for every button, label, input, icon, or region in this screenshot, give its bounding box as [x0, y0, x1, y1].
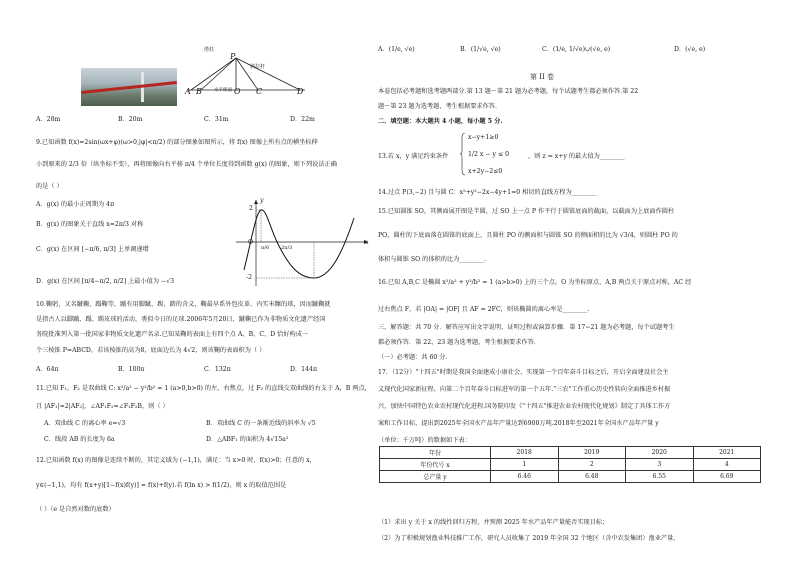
- table-cell: 3: [626, 459, 694, 471]
- q12-option-a: A．(1/e, √e): [378, 46, 415, 53]
- table-cell: 2020: [626, 447, 694, 459]
- point-b: B: [196, 87, 202, 96]
- table-cell: 总产量 y: [380, 471, 491, 483]
- table-row: [380, 447, 761, 459]
- graph-tick-1: π/6: [261, 245, 270, 251]
- table-cell: 6.69: [693, 471, 761, 483]
- q12-option-b: B．(1/√e, √e): [460, 46, 501, 53]
- q15-line1: 15.已知圆锥 SO，其侧面展开图是半圆，过 SO 上一点 P 作平行于圆锥底面的截面，以截面为上底面作圆柱: [378, 208, 675, 215]
- required-heading: （一）必考题：共 60 分．: [378, 354, 452, 361]
- q10-option-a: A．64π: [36, 366, 59, 373]
- q9-option-b: B．g(x) 的图象关于直线 x=2π/3 对称: [36, 221, 144, 228]
- q12-line2: y∈(−1,1)，均有 f(x+y)[1−f(x)f(y)] = f(x)+f(y).若 f(ln x) > f(1/2)，则 x 的取值范围是: [36, 482, 287, 489]
- q10-line4: 个三棱锥 P=ABCD，若该棱锥的高为8，底面边长为 4√2，则该鞠的表面积为（ ）: [36, 347, 266, 354]
- q15-line3: 体积与圆锥 SO 的体积的比为________.: [378, 256, 487, 263]
- q12-option-c: C．(1/e, 1/√e)∪(√e, e): [542, 46, 611, 53]
- bridge-deck: [81, 81, 177, 94]
- q10-option-c: C．132π: [204, 366, 231, 373]
- bridge-photo: [81, 68, 177, 106]
- table-cell: 年份: [380, 447, 491, 459]
- q12-line1: 12.已知函数 f(x) 的图像是连续不断的，其定义域为 (−1,1)，满足：当 x>0 时，f(x)>0；任意的 x，: [36, 457, 316, 464]
- q13-constraint-1: x−y+1≥0: [468, 134, 499, 141]
- table-cell: 2018: [491, 447, 559, 459]
- table-cell: 4: [693, 459, 761, 471]
- q9-option-c: C．g(x) 在区间 [−π/6, π/3] 上单调递增: [36, 246, 149, 253]
- table-cell: 2021: [693, 447, 761, 459]
- q11-option-a: A．双曲线 C 的离心率 e=√3: [44, 420, 126, 427]
- q10-line2: 是指古人以脚蹴、蹋、踢皮球的活动，类似今日的足球.2006年5月20日，蹴鞠已作为非物质文化遗产经国: [36, 316, 326, 323]
- q15-line2: PO，圆柱的下底面落在圆锥的底面上，且圆柱 PO 的侧面积与圆锥 SO 的侧面积的比为 √3/4，则圆柱 PO 的: [378, 232, 678, 239]
- part-title: 第 II 卷: [530, 73, 554, 81]
- q10-option-d: D．144π: [290, 366, 318, 373]
- q17-sub2: （2）为了积极规划渔业科技推广工作，研究人员收集了 2019 年全国 32 个地区（含中农发集团）渔业产量、: [378, 535, 680, 542]
- q16-line1: 16.已知 A,B,C 是椭圆 x²/a² + y²/b² = 1 (a>b>0) 上的三个点，O 为坐标原点，A,B 两点关于原点对称，AC 经: [378, 279, 692, 286]
- table-cell: 2019: [558, 447, 626, 459]
- graph-tick-2: 2π/3: [281, 245, 293, 251]
- q10-line3: 务院批准列入第一批国家非物质文化遗产名录.已知某鞠的表面上有四个点 A、B、C、D 恰好构成一: [36, 331, 309, 338]
- q9-line1: 9.已知函数 f(x)=2sin(ωx+φ)(ω>0,|φ|<π/2) 的部分图象如图所示，将 f(x) 图像上所有点的横坐标伸: [36, 139, 318, 146]
- bridge-diagram: [183, 46, 313, 96]
- section-answer-line1: 三、解答题：共 70 分．解答应写出文字说明、证明过程或演算步骤．第 17~21 题为必考题，每个试题考生: [378, 324, 675, 331]
- graph-ymin: -2: [246, 274, 253, 281]
- section-fill-in: 二、填空题：本大题共 4 小题，每小题 5 分.: [378, 118, 503, 125]
- q13-lead: 13.若 x，y 满足约束条件: [378, 153, 449, 160]
- q13-brace: [460, 132, 466, 176]
- q11-option-b: B．双曲线 C 的一条渐近线的斜率为 √5: [206, 420, 316, 427]
- q13-tail: ，则 z = x+y 的最大值为________: [528, 153, 625, 160]
- q12-option-d: D．(√e, e): [674, 46, 706, 53]
- q17-line2: 义现代化国家新征程、向第二个百年奋斗目标进军的第一个五年."三农"工作重心历史性转向全面推进乡村振: [378, 386, 671, 393]
- table-row: [380, 459, 761, 471]
- q12-line3: （ ）（e 是自然对数的底数）: [36, 506, 115, 513]
- deck-label: 水平桥面: [214, 88, 232, 93]
- data-table: [379, 446, 761, 483]
- q8-option-a: A．28m: [36, 116, 61, 123]
- table-cell: 年份代号 x: [380, 459, 491, 471]
- tower-label: 塔柱: [204, 47, 215, 53]
- point-a: A: [185, 87, 191, 96]
- graph-x-label: x: [365, 239, 369, 246]
- q17-line1: 17．（12分）"十四五"时期是我国全面建成小康社会、实现第一个百年奋斗目标之后，开启全面建设社会主: [378, 369, 669, 376]
- q14: 14.过点 P(3,−2) 且与圆 C：x²+y²−2x−4y+1=0 相切的直线方程为________: [378, 189, 597, 196]
- q8-option-d: D．22m: [290, 116, 315, 123]
- point-c: C: [256, 87, 263, 96]
- point-d: D: [297, 87, 304, 96]
- table-row: [380, 471, 761, 483]
- q8-option-b: B．20m: [118, 116, 143, 123]
- intro-line2: 题～第 23 题为选考题，考生根据要求作答.: [378, 103, 497, 110]
- table-cell: 1: [491, 459, 559, 471]
- graph-ymax: 2: [249, 205, 253, 212]
- q9-option-a: A．g(x) 的最小正周期为 4π: [36, 201, 115, 208]
- table-cell: 6.55: [626, 471, 694, 483]
- q9-line2: 小到原来的 2/3 倍（纵坐标不变），再将图像向右平移 π/4 个单位长度得到函数 g(x) 的图象，则下列说法正确: [36, 161, 337, 168]
- graph-y-label: y: [260, 197, 264, 204]
- q11-line2: 且 |AF₁|=2|AF₂|，∠AF₁F₂=∠F₁F₂B，则（ ）: [36, 403, 169, 410]
- q11-option-c: C．线段 AB 的长度为 6a: [44, 436, 115, 443]
- table-cell: 2: [558, 459, 626, 471]
- q8-option-c: C．31m: [204, 116, 229, 123]
- q9-line3: 的是（ ）: [36, 183, 63, 190]
- q17-line5: （单位：千万吨）的数据如下表：: [378, 437, 471, 444]
- q16-line2: 过右焦点 F，若 |OA| = |OF| 且 AF = 2FC，则该椭圆的离心率是________.: [378, 306, 590, 313]
- graph-origin: O: [248, 239, 254, 246]
- q17-sub1: （1）求出 y 关于 x 的线性回归方程，并预测 2025 年水产品年产量能否实现目标；: [378, 519, 609, 526]
- table-cell: 6.48: [558, 471, 626, 483]
- q9-option-d: D．g(x) 在区间 [π/4−π/2, π/2] 上最小值为 −√3: [36, 278, 175, 285]
- q10-line1: 10.鞠躬，又名蹴鞠、蹋鞠等，蹴有用脚蹴、踢、踏的含义，鞠最早系外包皮革、内实米糠的球，因而蹴鞠就: [36, 301, 331, 308]
- q13-constraint-2: 1/2 x − y ≤ 0: [468, 151, 510, 158]
- section-answer-line2: 都必须作答．第 22、23 题为选考题，考生根据要求作答．: [378, 339, 540, 346]
- q17-line4: 案和工作目标，提出到2025年全国水产品年产量达到6900万吨.2018年至2021年全国水产品年产量 y: [378, 420, 659, 427]
- q17-line3: 兴，加快中国特色农业农村现代化进程.国务院印发《"十四五"推进农业农村现代化规划》制定了具体工作方: [378, 403, 671, 410]
- q10-option-b: B．100π: [118, 366, 145, 373]
- q11-line1: 11.已知 F₁，F₂ 是双曲线 C: x²/a² − y²/b² = 1 (a>0,b>0) 的左、右焦点，过 F₂ 的直线交双曲线的右支于 A，B 两点，: [36, 385, 371, 392]
- intro-line1: 本卷包括必考题和选考题两部分.第 13 题～第 21 题为必考题，每个试题考生都必须作答.第 22: [378, 88, 639, 95]
- q13-constraint-3: x+2y−2≤0: [468, 168, 503, 175]
- point-p: P: [230, 52, 236, 61]
- table-cell: 6.46: [491, 471, 559, 483]
- q11-option-d: D．△ABF₁ 的面积为 4√15a²: [206, 436, 289, 443]
- sine-graph: [234, 198, 372, 290]
- cable-label: 斜拉杆: [250, 64, 266, 70]
- point-o: O: [234, 87, 241, 96]
